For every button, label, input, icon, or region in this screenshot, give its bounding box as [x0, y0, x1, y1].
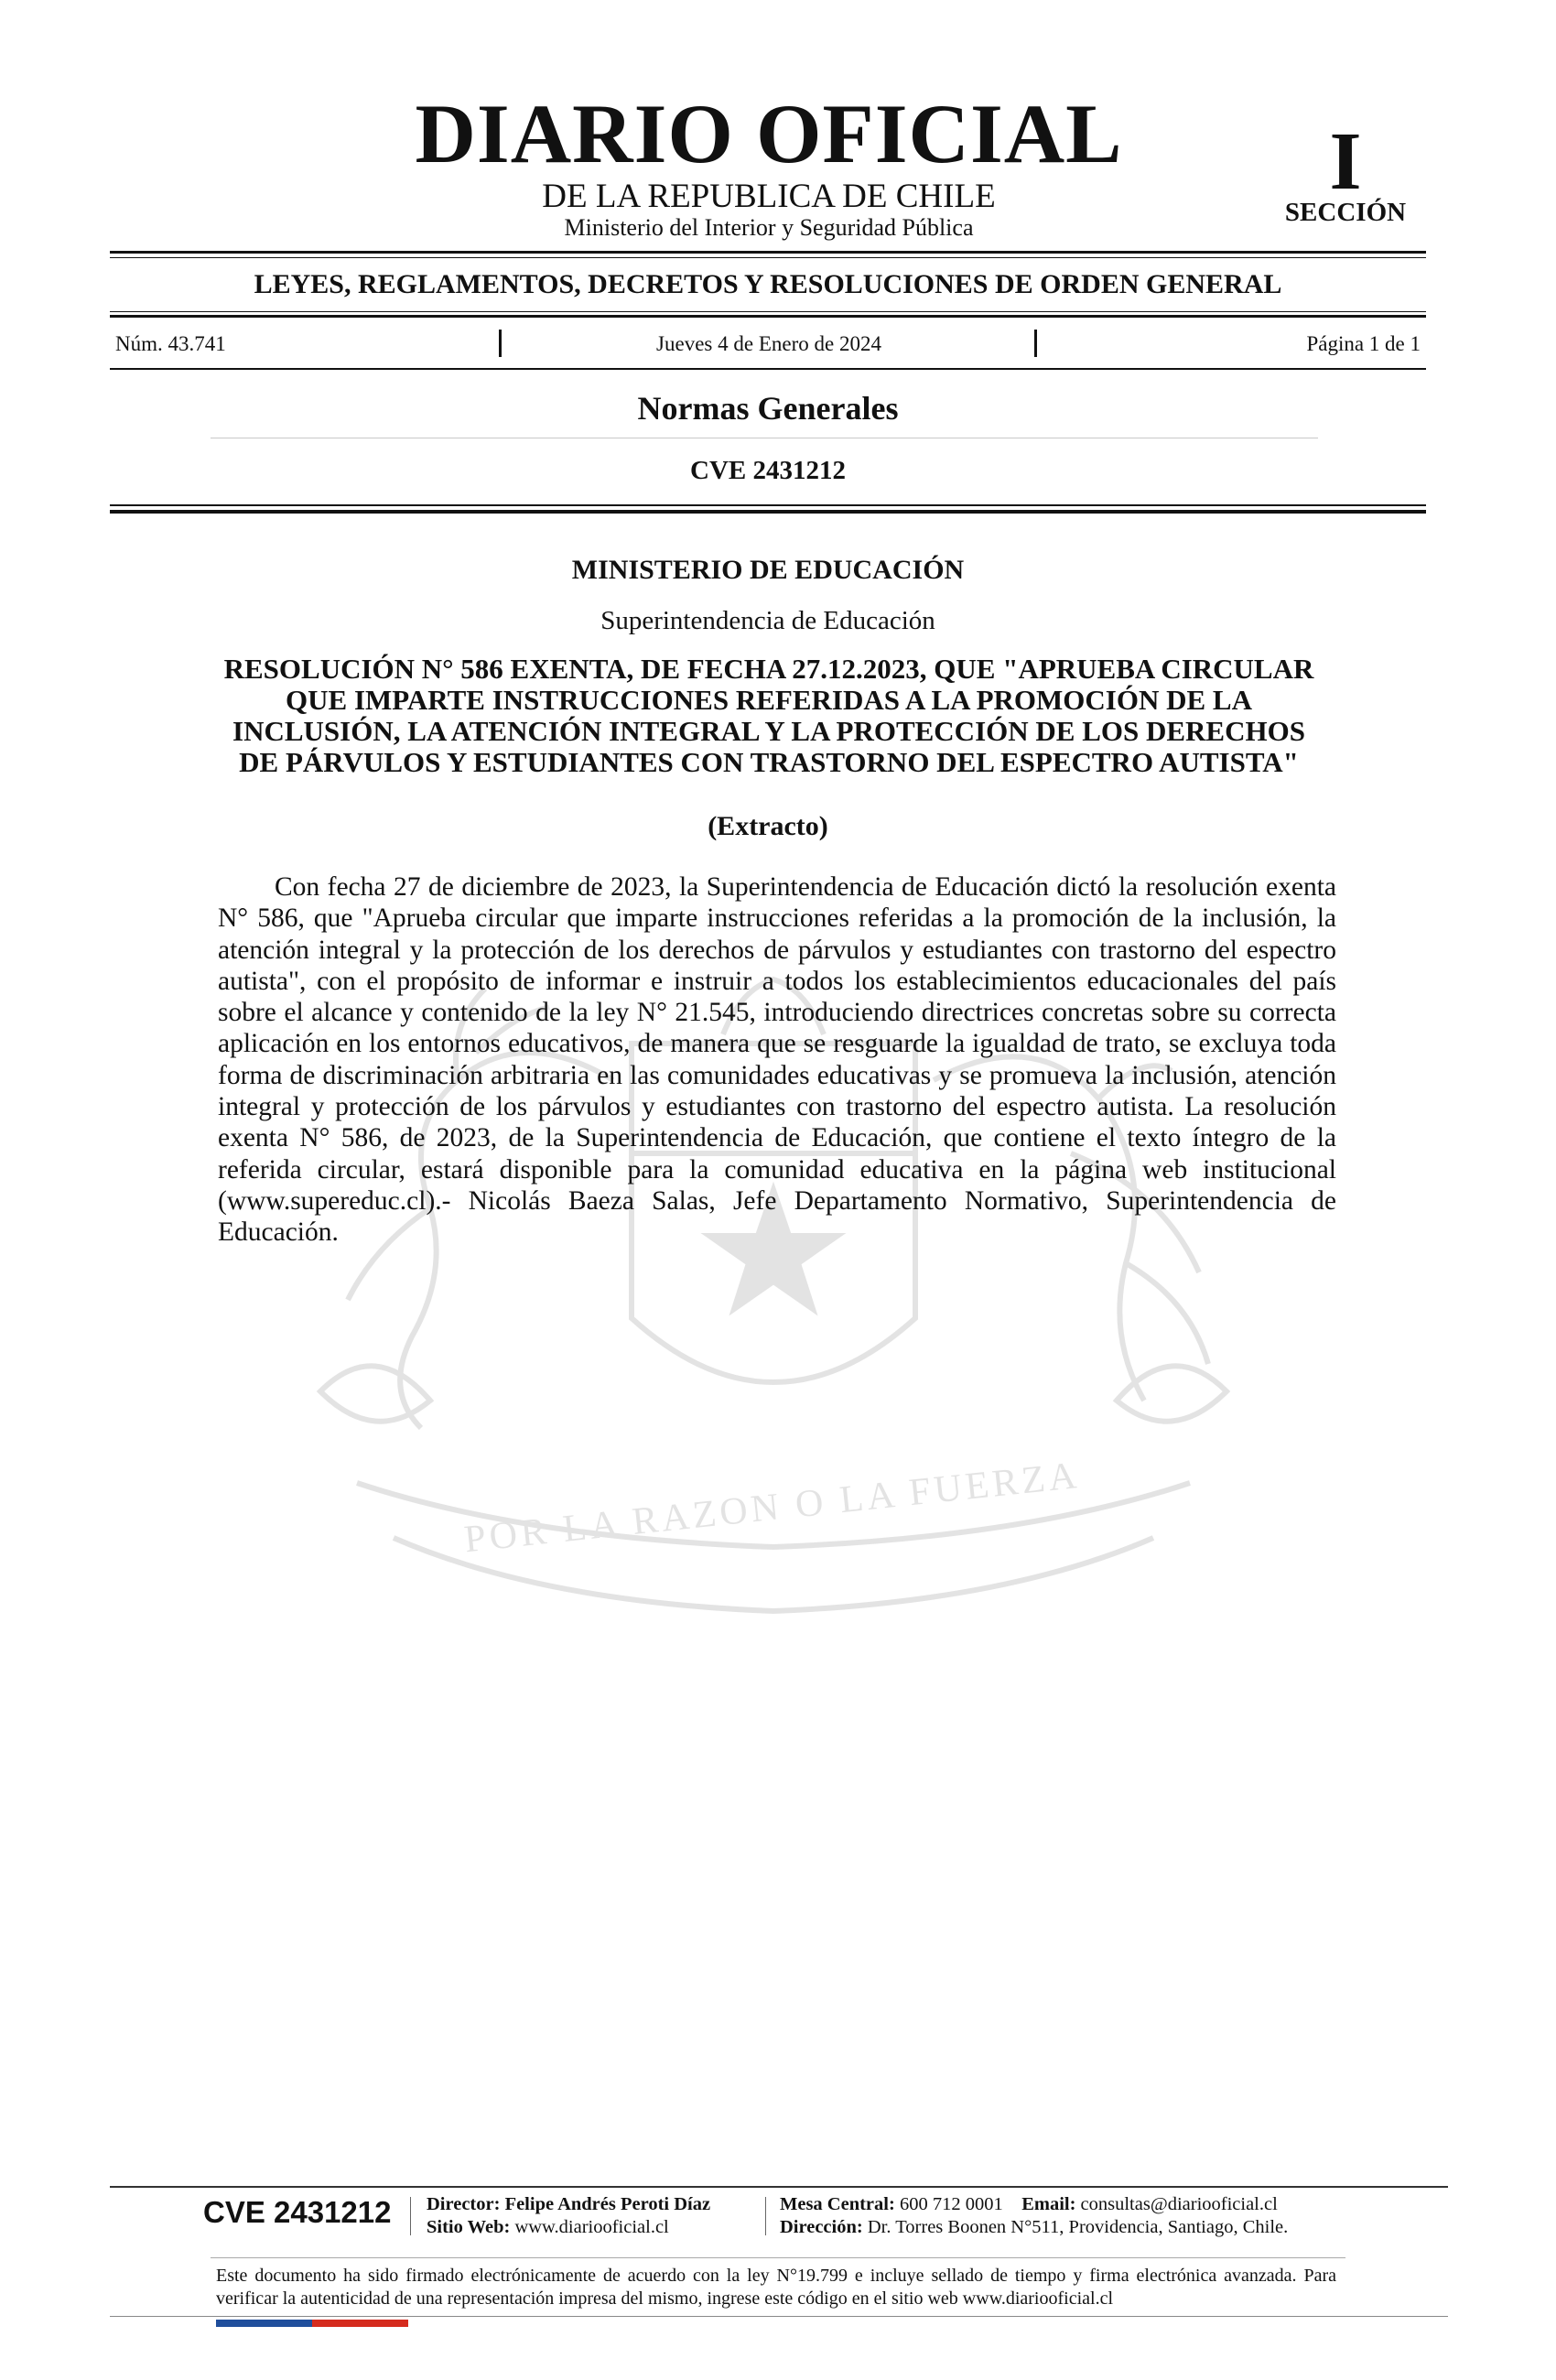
masthead-divider-thick [110, 251, 1426, 254]
footer-divider [110, 2186, 1448, 2188]
cve-code: CVE 2431212 [690, 456, 846, 485]
footer-disclaimer: Este documento ha sido firmado electrónicamente de acuerdo con la ley N°19.799 e incluye sellado de tiempo y firma electrónica avanzada. Para verificar la autenticidad de una representación impresa del mismo, ingrese este código en el sitio web www.diariooficial.cl [216, 2266, 1336, 2309]
section-title: Normas Generales [637, 390, 899, 427]
masthead-title: DIARIO OFICIAL [415, 87, 1123, 180]
category-heading: LEYES, REGLAMENTOS, DECRETOS Y RESOLUCIONES DE ORDEN GENERAL [254, 269, 1282, 299]
director-label: Director: [427, 2194, 501, 2214]
flag-red-stripe [312, 2320, 408, 2327]
ministry-heading: MINISTERIO DE EDUCACIÓN [571, 555, 965, 585]
footer-website-line [427, 2216, 710, 2239]
meta-divider [110, 368, 1426, 370]
footer-inner-divider [211, 2257, 1345, 2258]
address-label: Dirección: [780, 2217, 863, 2237]
footer-contacts-right [780, 2193, 1288, 2239]
footer-phone-line [780, 2193, 1288, 2216]
issue-date: Jueves 4 de Enero de 2024 [656, 332, 881, 355]
category-divider-thick [110, 315, 1426, 318]
extract-label: (Extracto) [708, 811, 828, 841]
category-divider-thin [110, 311, 1426, 312]
footer-separator [765, 2197, 766, 2235]
header-divider-thick [110, 510, 1426, 514]
masthead-ministry: Ministerio del Interior y Seguridad Pública [564, 214, 974, 241]
footer-bottom-divider [110, 2316, 1448, 2317]
website-link[interactable]: www.diariooficial.cl [514, 2217, 669, 2237]
director-name: Felipe Andrés Peroti Díaz [504, 2194, 711, 2214]
flag-color-bar [216, 2320, 408, 2327]
resolution-title: RESOLUCIÓN N° 586 EXENTA, DE FECHA 27.12.2023, QUE "APRUEBA CIRCULAR QUE IMPARTE INSTRUCCIONES REFERIDAS A LA PROMOCIÓN DE LA INCLUSIÓN, LA ATENCIÓN INTEGRAL Y LA PROTECCIÓN DE LOS DERECHOS DE PÁRVULOS Y ESTUDIANTES CON TRASTORNO DEL ESPECTRO AUTISTA" [223, 653, 1314, 778]
website-label: Sitio Web: [427, 2217, 511, 2237]
phone-label: Mesa Central: [780, 2194, 895, 2214]
address-value: Dr. Torres Boonen N°511, Providencia, Santiago, Chile. [867, 2217, 1289, 2237]
footer-separator [410, 2197, 411, 2235]
body-paragraph: Con fecha 27 de diciembre de 2023, la Superintendencia de Educación dictó la resolución exenta N° 586, que "Aprueba circular que imparte instrucciones referidas a la promoción de la inclusión, la atención integral y la protección de los derechos de párvulos y estudiantes con trastorno del espectro autista", con el propósito de informar e instruir a todos los establecimientos educacionales del país sobre el alcance y contenido de la ley N° 21.545, introduciendo directrices concretas sobre su correcta aplicación en los entornos educativos, de manera que se resguarde la igualdad de trato, se excluya toda forma de discriminación arbitraria en las comunidades educativas y se promueva la inclusión, atención integral y protección de los párvulos y estudiantes con trastorno del espectro autista. La resolución exenta N° 586, de 2023, de la Superintendencia de Educación, que contiene el texto íntegro de la referida circular, estará disponible para la comunidad educativa en la página web institucional (www.supereduc.cl).- Nicolás Baeza Salas, Jefe Departamento Normativo, Superintendencia de Educación. [218, 872, 1336, 1248]
phone-value: 600 712 0001 [899, 2194, 1003, 2214]
masthead-divider-thin [110, 257, 1426, 258]
watermark-motto: POR LA RAZON O LA FUERZA [462, 1454, 1083, 1562]
header-divider-thin [110, 504, 1426, 506]
footer-director-line [427, 2193, 710, 2216]
footer-cve-code: CVE 2431212 [203, 2195, 392, 2229]
section-number: I [1329, 116, 1362, 207]
email-link[interactable]: consultas@diariooficial.cl [1080, 2194, 1278, 2214]
footer-address-line [780, 2216, 1288, 2239]
page-indicator: Página 1 de 1 [1306, 332, 1421, 355]
section-label: SECCIÓN [1284, 198, 1407, 227]
issue-number: Núm. 43.741 [115, 332, 226, 355]
email-label: Email: [1021, 2194, 1076, 2214]
agency-name: Superintendencia de Educación [600, 606, 935, 635]
meta-separator [1034, 330, 1037, 357]
flag-blue-stripe [216, 2320, 312, 2327]
footer-contacts-left [427, 2193, 710, 2239]
masthead-subtitle: DE LA REPUBLICA DE CHILE [542, 178, 996, 215]
